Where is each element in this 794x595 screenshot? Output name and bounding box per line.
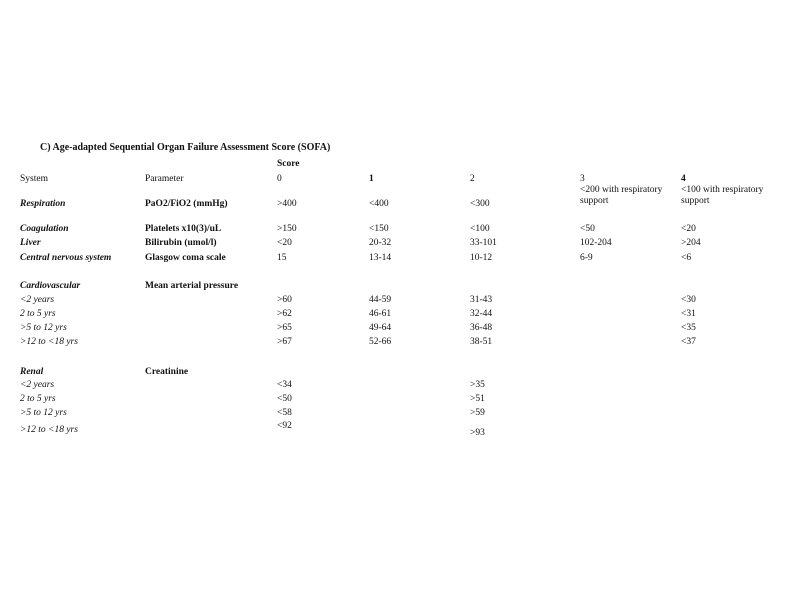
liver-s1: 20-32 [369,238,392,248]
cardio-age-s2: 32-44 [470,309,493,319]
renal-age-label: >12 to <18 yrs [20,425,78,435]
respiration-s2: <300 [470,199,490,209]
score-3-note: <200 with respiratory support [580,185,663,206]
score-header: Score [277,159,300,169]
renal-age-s2: >51 [470,394,485,404]
score-2-header: 2 [470,174,475,184]
cardio-age-s4: <31 [681,309,696,319]
cns-s2: 10-12 [470,253,493,263]
renal-age-s0: <58 [277,408,292,418]
coagulation-parameter: Platelets x10(3)/uL [145,224,222,234]
cns-s0: 15 [277,253,287,263]
coagulation-system: Coagulation [20,224,69,234]
liver-s0: <20 [277,238,292,248]
cns-s1: 13-14 [369,253,392,263]
cns-parameter: Glasgow coma scale [145,253,226,263]
cardio-age-s1: 46-61 [369,309,392,319]
renal-age-s2: >93 [470,428,485,438]
system-header: System [20,174,48,184]
renal-age-s0: <92 [277,421,292,431]
cardio-age-s0: >67 [277,337,292,347]
renal-age-s0: <50 [277,394,292,404]
cardio-age-s4: <37 [681,337,696,347]
cardio-age-s0: >62 [277,309,292,319]
cns-system: Central nervous system [20,253,112,263]
liver-s4: >204 [681,238,701,248]
score-1-header: 1 [369,174,374,184]
cardio-age-label: >5 to 12 yrs [20,323,67,333]
respiration-s1: <400 [369,199,389,209]
respiration-parameter: PaO2/FiO2 (mmHg) [145,199,228,209]
cardio-parameter: Mean arterial pressure [145,281,239,291]
respiration-system: Respiration [20,199,66,209]
renal-age-s0: <34 [277,380,292,390]
liver-parameter: Bilirubin (umol/l) [145,238,217,248]
score-0-header: 0 [277,174,282,184]
coagulation-s0: >150 [277,224,297,234]
cardio-age-s1: 49-64 [369,323,392,333]
coagulation-s4: <20 [681,224,696,234]
liver-s3: 102-204 [580,238,612,248]
cns-s4: <6 [681,253,692,263]
renal-age-label: 2 to 5 yrs [20,394,56,404]
cardio-age-s2: 36-48 [470,323,493,333]
score-4-note: <100 with respiratory support [681,185,764,206]
renal-age-label: >5 to 12 yrs [20,408,67,418]
cardio-age-s1: 44-59 [369,295,392,305]
renal-age-s2: >35 [470,380,485,390]
cardio-age-s2: 38-51 [470,337,493,347]
renal-system: Renal [20,367,44,377]
renal-age-s2: >59 [470,408,485,418]
respiration-s0: >400 [277,199,297,209]
renal-age-label: <2 years [20,380,55,390]
cardio-age-s2: 31-43 [470,295,493,305]
cardio-age-s0: >60 [277,295,292,305]
liver-s2: 33-101 [470,238,497,248]
liver-system: Liver [20,238,41,248]
table-title: C) Age-adapted Sequential Organ Failure Assessment Score (SOFA) [40,142,331,153]
cardio-age-label: >12 to <18 yrs [20,337,78,347]
cardio-system: Cardiovascular [20,281,81,291]
parameter-header: Parameter [145,174,184,184]
cns-s3: 6-9 [580,253,593,263]
cardio-age-s4: <35 [681,323,696,333]
coagulation-s1: <150 [369,224,389,234]
score-4-header: 4 [681,174,686,184]
cardio-age-label: <2 years [20,295,55,305]
coagulation-s2: <100 [470,224,490,234]
score-3-header: 3 [580,174,585,184]
coagulation-s3: <50 [580,224,595,234]
cardio-age-s1: 52-66 [369,337,392,347]
cardio-age-s4: <30 [681,295,696,305]
cardio-age-label: 2 to 5 yrs [20,309,56,319]
renal-parameter: Creatinine [145,367,189,377]
cardio-age-s0: >65 [277,323,292,333]
